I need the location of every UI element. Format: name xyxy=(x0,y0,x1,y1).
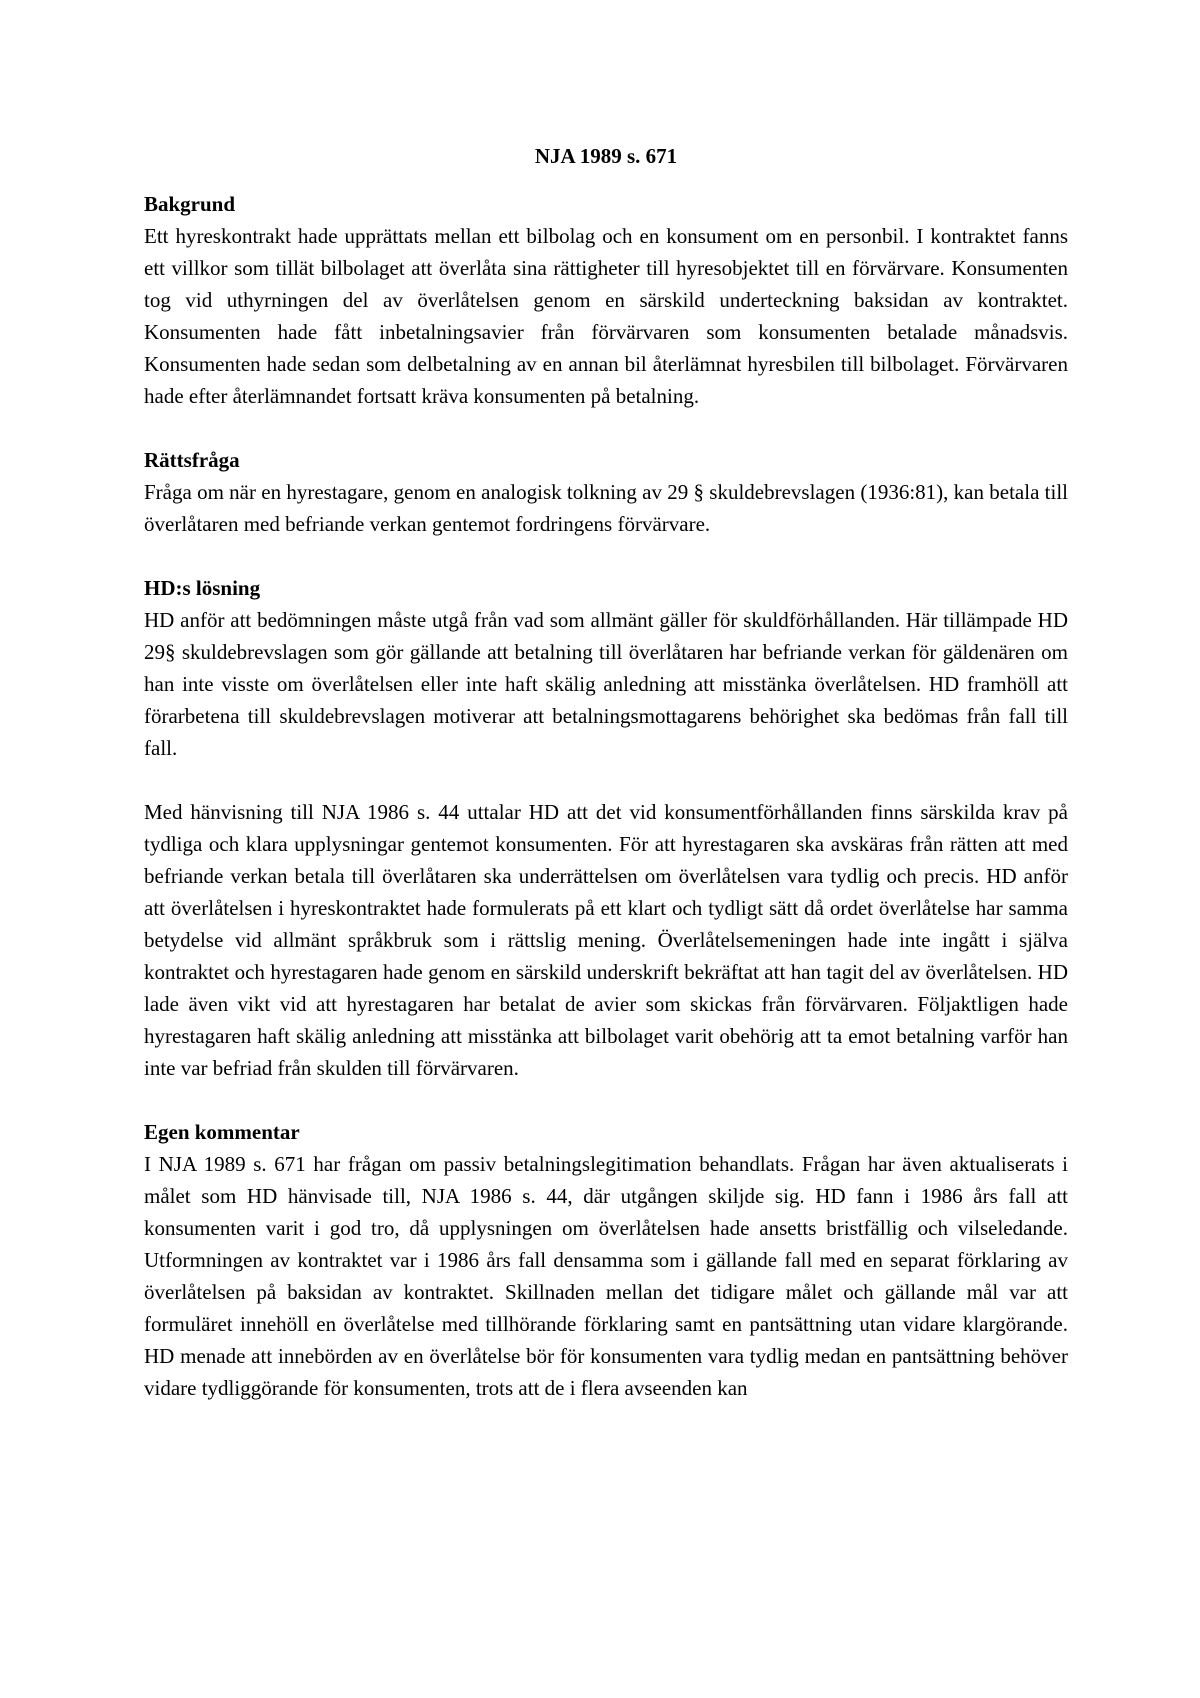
section-heading: Egen kommentar xyxy=(144,1120,300,1144)
section-paragraph: Ett hyreskontrakt hade upprättats mellan ett bilbolag och en konsument om en personbil. I kontraktet fanns ett villkor som tillät bilbolaget att överlåta sina rättigheter till hyresobjektet till en förvärvare. Konsumenten tog vid uthyrningen del av överlåtelsen genom en särskild underteckning baksidan av kontraktet. Konsumenten hade fått inbetalningsavier från förvärvaren som konsumenten betalade månadsvis. Konsumenten hade sedan som delbetalning av en annan bil återlämnat hyresbilen till bilbolaget. Förvärvaren hade efter återlämnandet fortsatt kräva konsumenten på betalning. xyxy=(144,224,1068,408)
section-egen-kommentar xyxy=(144,1116,1068,1404)
section-paragraph: HD anför att bedömningen måste utgå från vad som allmänt gäller för skuldförhållanden. Här tillämpade HD 29§ skuldebrevslagen som gör gällande att betalning till överlåtaren har befriande verkan för gäldenären om han inte visste om överlåtelsen eller inte haft skälig anledning att misstänka överlåtelsen. HD framhöll att förarbetena till skuldebrevslagen motiverar att betalningsmottagarens behörighet ska bedömas från fall till fall. xyxy=(144,608,1068,760)
section-paragraph: Med hänvisning till NJA 1986 s. 44 uttalar HD att det vid konsumentförhållanden finns särskilda krav på tydliga och klara upplysningar gentemot konsumenten. För att hyrestagaren ska avskäras från rätten att med befriande verkan betala till överlåtaren ska underrättelsen om överlåtelsen vara tydlig och precis. HD anför att överlåtelsen i hyreskontraktet hade formulerats på ett klart och tydligt sätt då ordet överlåtelse har samma betydelse vid allmänt språkbruk som i rättslig mening. Överlåtelsemeningen hade inte ingått i själva kontraktet och hyrestagaren hade genom en särskild underskrift bekräftat att han tagit del av överlåtelsen. HD lade även vikt vid att hyrestagaren har betalat de avier som skickas från förvärvaren. Följaktligen hade hyrestagaren haft skälig anledning att misstänka att bilbolaget varit obehörig att ta emot betalning varför han inte var befriad från skulden till förvärvaren. xyxy=(144,800,1068,1080)
section-hd-losning xyxy=(144,572,1068,1084)
section-bakgrund xyxy=(144,188,1068,412)
document-title: NJA 1989 s. 671 xyxy=(534,144,678,168)
section-rattsfraga xyxy=(144,444,1068,540)
section-heading: Bakgrund xyxy=(144,192,236,216)
section-paragraph: I NJA 1989 s. 671 har frågan om passiv betalningslegitimation behandlats. Frågan har även aktualiserats i målet som HD hänvisade till, NJA 1986 s. 44, där utgången skiljde sig. HD fann i 1986 års fall att konsumenten varit i god tro, då upplysningen om överlåtelsen hade ansetts bristfällig och vilseledande. Utformningen av kontraktet var i 1986 års fall densamma som i gällande fall med en separat förklaring av överlåtelsen på baksidan av kontraktet. Skillnaden mellan det tidigare målet och gällande mål var att formuläret innehöll en överlåtelse med tillhörande förklaring samt en pantsättning utan vidare klargörande. HD menade att innebörden av en överlåtelse bör för konsumenten vara tydlig medan en pantsättning behöver vidare tydliggörande för konsumenten, trots att de i flera avseenden kan xyxy=(144,1152,1068,1400)
section-paragraph: Fråga om när en hyrestagare, genom en analogisk tolkning av 29 § skuldebrevslagen (1936:81), kan betala till överlåtaren med befriande verkan gentemot fordringens förvärvare. xyxy=(144,480,1068,536)
section-heading: HD:s lösning xyxy=(144,576,261,600)
document-page xyxy=(144,140,1068,1436)
section-heading: Rättsfråga xyxy=(144,448,240,472)
